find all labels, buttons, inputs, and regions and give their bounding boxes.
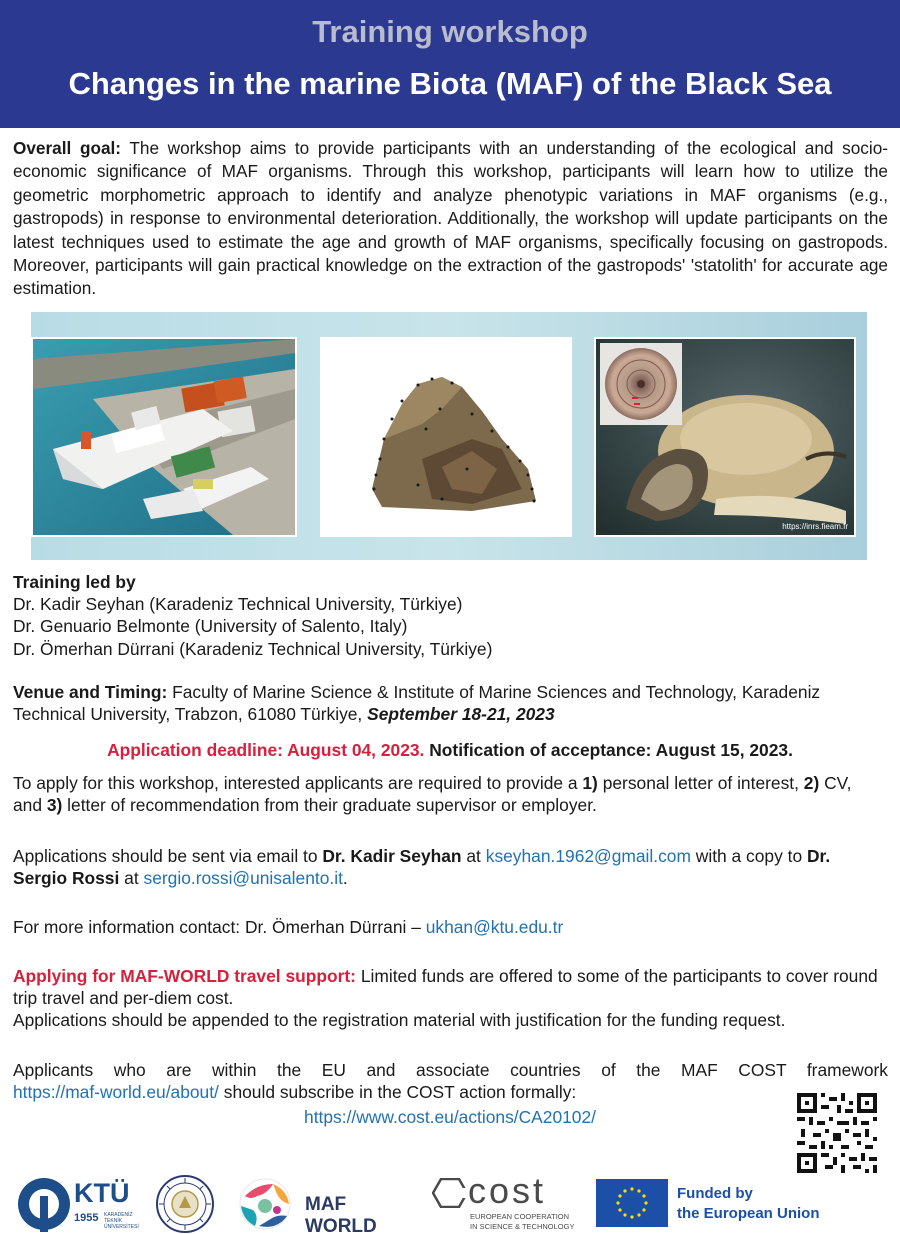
- send-contact2: Dr. Sergio Rossi: [13, 846, 831, 889]
- email-link-kseyhan[interactable]: kseyhan.1962@gmail.com: [485, 846, 691, 866]
- qr-code-icon: [797, 1093, 877, 1173]
- trainer-name: Dr. Genuario Belmonte (University of Salento, Italy): [13, 616, 408, 637]
- venue-text: Faculty of Marine Science & Institute of Marine Sciences and Technology, Karadeniz Technical University, Trabzon, 61080 Türkiye,: [13, 682, 821, 725]
- maf-world-link[interactable]: https://maf-world.eu/about/: [13, 1082, 219, 1103]
- header-banner: [0, 0, 900, 128]
- cost-tagline-2: IN SCIENCE & TECHNOLOGY: [470, 1222, 575, 1231]
- deadlines-line: [0, 739, 900, 761]
- eu-funded-line1: Funded by: [677, 1185, 753, 1202]
- apply-requirements: [13, 772, 873, 816]
- travel-text-2: Applications should be appended to the registration material with justification for the funding request.: [13, 1010, 786, 1031]
- cost-action-link[interactable]: https://www.cost.eu/actions/CA20102/: [304, 1107, 596, 1127]
- trainer-name: Dr. Kadir Seyhan (Karadeniz Technical University, Türkiye): [13, 594, 463, 615]
- eu-funded-line2: the European Union: [677, 1205, 820, 1222]
- eu-funding-logo: [596, 1179, 846, 1229]
- research-vessel-image: [33, 339, 295, 535]
- overall-goal-text: The workshop aims to provide participants with an understanding of the ecological and socio-economic significance of MAF organisms. Through this workshop, participants will learn how to utilize the geometric morphometric approach to identify and analyze phenotypic variations in MAF organisms (e.g., gastropods) in response to environmental deterioration. Additionally, the workshop will update participants on the latest techniques used to estimate the age and growth of MAF organisms, specifically focusing on gastropods. Moreover, participants will gain practical knowledge on the extraction of the gastropods' 'statolith' for accurate age estimation.: [13, 138, 889, 299]
- shell-landmarks-image: [322, 339, 570, 535]
- ktu-emblem-icon: [16, 1176, 72, 1232]
- travel-label: Applying for MAF-WORLD travel support:: [13, 966, 356, 986]
- trainer-name: Dr. Ömerhan Dürrani (Karadeniz Technical University, Türkiye): [13, 638, 493, 659]
- venue-label: Venue and Timing:: [13, 682, 168, 702]
- photo-strip: [31, 312, 867, 560]
- shell-photo-credit: Vasconcelos et al. (2020): [330, 522, 420, 531]
- email-link-rossi[interactable]: sergio.rossi@unisalento.it: [143, 868, 343, 889]
- notification-date: Notification of acceptance: August 15, 2023.: [429, 740, 793, 760]
- ktu-logo: [16, 1176, 146, 1232]
- qr-code[interactable]: [797, 1093, 877, 1173]
- apply-item1: personal letter of interest,: [602, 773, 799, 793]
- maf-world-globe-icon: [237, 1176, 293, 1232]
- travel-support: [13, 965, 898, 1032]
- eu-flag-icon: [596, 1179, 668, 1227]
- send-at2: at: [124, 868, 139, 889]
- cost-action-link-line: [0, 1107, 900, 1128]
- header-subtitle: Training workshop: [312, 14, 588, 49]
- maf-world-logo: [237, 1176, 417, 1232]
- partner-logos: [0, 1170, 900, 1234]
- cost-wordmark: cost: [468, 1170, 547, 1211]
- eu-text-2: should subscribe in the COST action formally:: [223, 1082, 577, 1103]
- apply-item2-number: 2): [803, 773, 820, 793]
- apply-item3: letter of recommendation from their graduate supervisor or employer.: [67, 795, 597, 816]
- apply-item1-number: 1): [582, 773, 598, 793]
- gastropod-shell-landmarks-photo: [320, 337, 572, 537]
- snail-statolith-photo: [594, 337, 856, 537]
- trainers-heading: Training led by: [13, 572, 136, 592]
- overall-goal-paragraph: [13, 137, 888, 301]
- trainers-section: [13, 571, 492, 660]
- venue-dates: September 18-21, 2023: [367, 704, 555, 725]
- send-at1: at: [466, 846, 481, 866]
- ktu-year: 1955: [74, 1212, 99, 1224]
- travel-text: Limited funds are offered to some of the participants to cover round trip travel and per-diem cost.: [13, 966, 878, 1009]
- eu-subscription: [13, 1059, 888, 1103]
- header-title: Changes in the marine Biota (MAF) of the Black Sea: [68, 66, 832, 101]
- overall-goal-label: Overall goal:: [13, 138, 122, 158]
- eu-text: Applicants who are within the EU and associate countries of the MAF COST framework: [13, 1060, 888, 1080]
- cost-logo: [432, 1170, 582, 1232]
- send-end: .: [342, 868, 348, 889]
- apply-item3-number: 3): [46, 795, 63, 816]
- snail-statolith-image: [596, 339, 854, 535]
- application-deadline: Application deadline: August 04, 2023.: [107, 740, 425, 760]
- send-prefix: Applications should be sent via email to: [13, 846, 318, 866]
- cost-hexagon-icon: [432, 1178, 468, 1208]
- ktu-wordmark: KTÜ: [74, 1178, 130, 1208]
- university-of-salento-seal: [155, 1174, 217, 1234]
- research-vessel-photo: [31, 337, 297, 537]
- apply-item2: CV, and: [13, 773, 852, 816]
- salento-seal-icon: [155, 1174, 215, 1234]
- send-mid: with a copy to: [695, 846, 803, 866]
- apply-intro: To apply for this workshop, interested applicants are required to provide a: [13, 773, 578, 793]
- venue-section: [13, 681, 888, 725]
- info-text: For more information contact: Dr. Ömerhan Dürrani –: [13, 917, 421, 937]
- info-contact: [13, 916, 563, 938]
- maf-world-wordmark: MAF WORLD: [305, 1194, 377, 1234]
- send-instructions: [13, 845, 873, 889]
- snail-photo-credit: https://inrs.fieam.fr: [782, 522, 848, 531]
- email-link-ukhan[interactable]: ukhan@ktu.edu.tr: [425, 917, 564, 937]
- ktu-name-small: KARADENİZ TEKNİK ÜNİVERSİTESİ: [104, 1212, 139, 1230]
- send-contact1: Dr. Kadir Seyhan: [322, 846, 462, 866]
- cost-tagline-1: EUROPEAN COOPERATION: [470, 1212, 570, 1221]
